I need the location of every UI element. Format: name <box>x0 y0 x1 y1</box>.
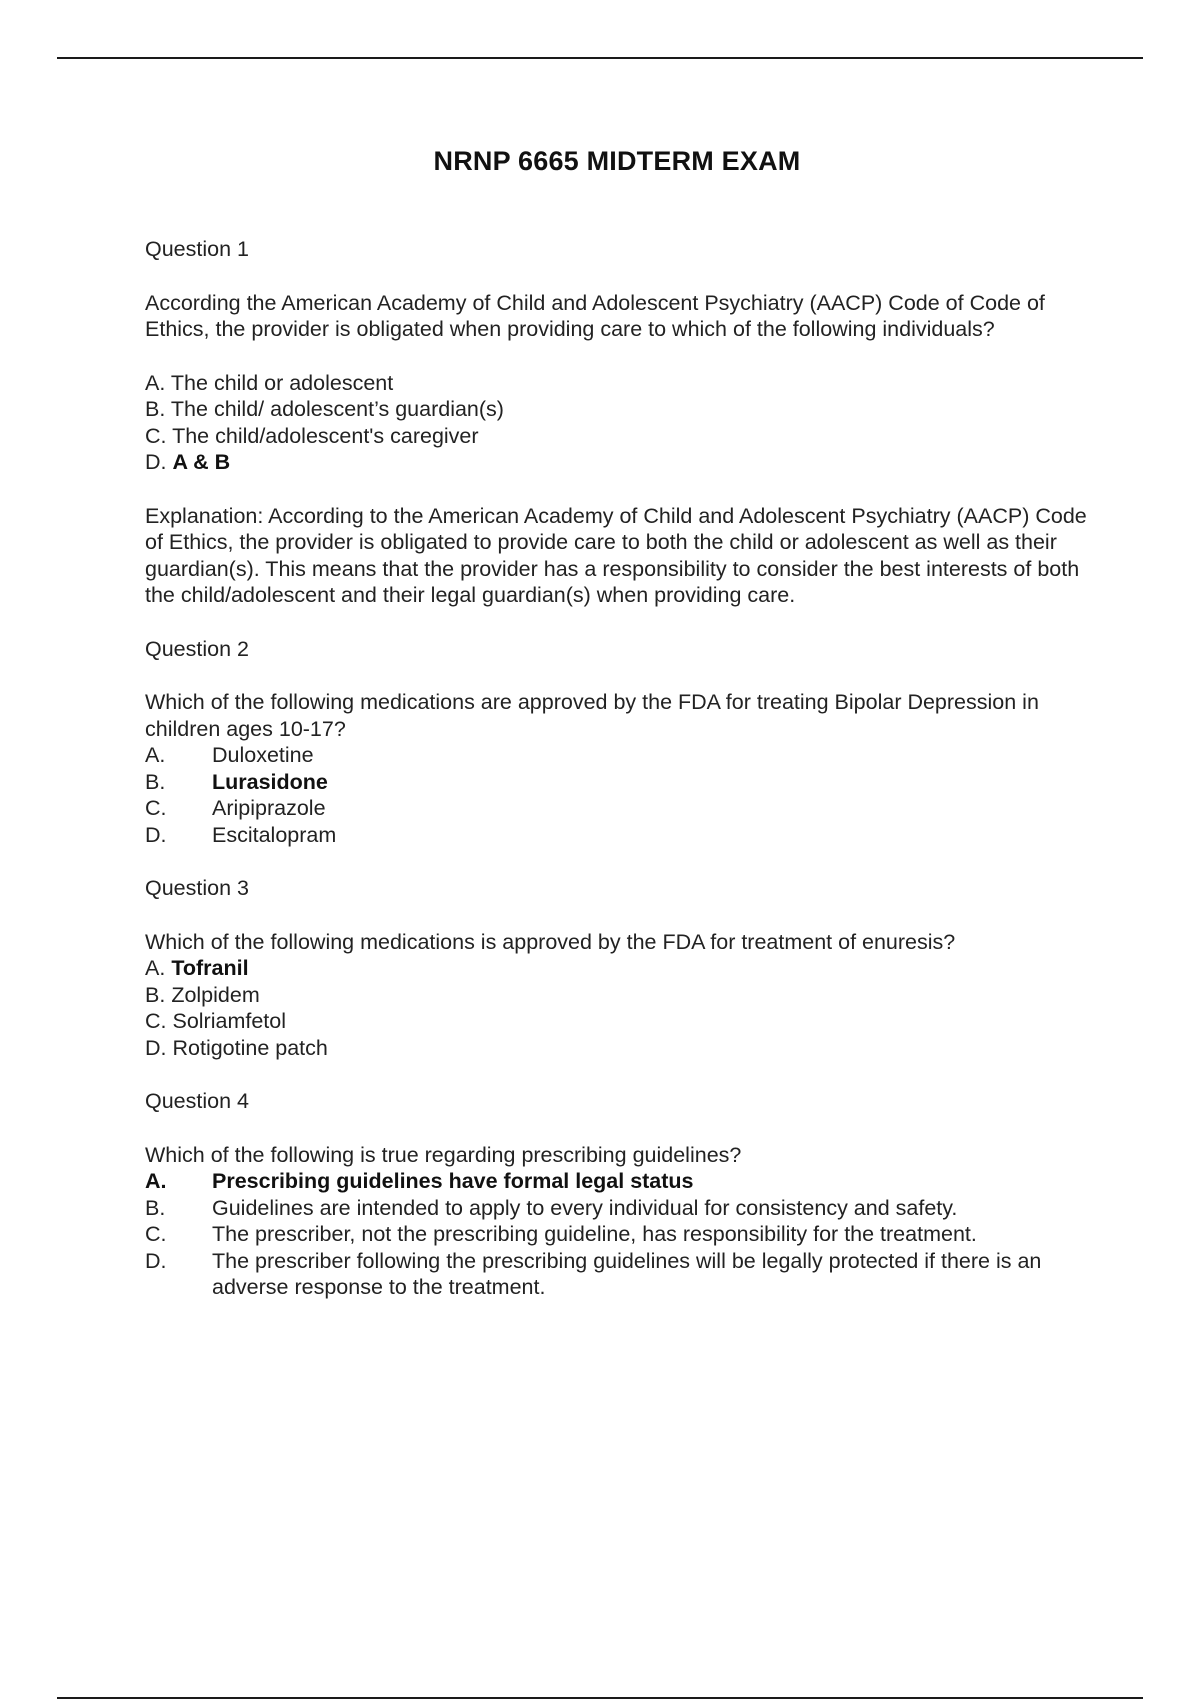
option-d <box>145 449 1095 476</box>
option-text: Aripiprazole <box>212 796 326 820</box>
answer-options <box>145 370 1095 476</box>
question-4 <box>145 1088 1095 1301</box>
option-d <box>145 1035 1095 1062</box>
option-c <box>145 1008 1095 1035</box>
option-c <box>145 423 1095 450</box>
answer-options <box>145 742 1095 848</box>
option-b <box>145 982 1095 1009</box>
option-letter: B. <box>145 769 166 794</box>
option-a <box>145 370 1095 397</box>
option-text: Guidelines are intended to apply to every individual for consistency and safety. <box>212 1195 958 1220</box>
option-letter: A. <box>145 956 166 980</box>
option-letter: A. <box>145 743 166 767</box>
question-1 <box>145 236 1095 609</box>
option-letter: B. <box>145 397 166 421</box>
question-heading: Question 2 <box>145 636 249 661</box>
option-text: The prescriber following the prescribing guidelines will be legally protected if there is an adverse response to the treatment. <box>212 1248 1042 1299</box>
option-letter: D. <box>145 1248 167 1273</box>
option-letter: D. <box>145 450 167 474</box>
question-heading: Question 4 <box>145 1089 249 1113</box>
option-text: The child/ adolescent’s guardian(s) <box>170 397 504 421</box>
question-heading: Question 3 <box>145 876 249 900</box>
option-a <box>145 1168 1095 1195</box>
question-2 <box>145 636 1095 849</box>
page-title: NRNP 6665 MIDTERM EXAM <box>433 146 801 176</box>
option-letter: C. <box>145 796 167 820</box>
answer-options <box>145 955 1095 1061</box>
option-letter: A. <box>145 370 166 395</box>
answer-options <box>145 1168 1095 1301</box>
question-text: Which of the following medications is approved by the FDA for treatment of enuresis? <box>145 929 956 954</box>
option-b <box>145 769 1095 796</box>
option-b <box>145 396 1095 423</box>
option-text: The child or adolescent <box>170 370 394 395</box>
option-letter: C. <box>145 1009 167 1033</box>
question-text: Which of the following medications are approved by the FDA for treating Bipolar Depression in children ages 10-17? <box>145 690 1039 741</box>
option-c <box>145 1221 1095 1248</box>
question-text: Which of the following is true regarding prescribing guidelines? <box>145 1142 742 1167</box>
option-a <box>145 742 1095 769</box>
option-letter: B. <box>145 1195 166 1220</box>
option-text: The prescriber, not the prescribing guideline, has responsibility for the treatment. <box>212 1222 977 1246</box>
option-d <box>145 822 1095 849</box>
option-letter: A. <box>145 1169 167 1193</box>
option-a <box>145 955 1095 982</box>
option-text: Zolpidem <box>171 982 260 1007</box>
question-text: According the American Academy of Child and Adolescent Psychiatry (AACP) Code of Code of Ethics, the provider is obligated when providing care to which of the following individuals? <box>145 290 1045 341</box>
option-text: Rotigotine patch <box>172 1035 328 1060</box>
option-letter: D. <box>145 822 167 847</box>
correct-answer-text: A & B <box>172 450 231 474</box>
bottom-rule <box>57 1697 1143 1699</box>
option-text: Escitalopram <box>212 822 337 847</box>
option-text: The child/adolescent's caregiver <box>172 423 479 448</box>
option-letter: B. <box>145 982 166 1007</box>
exam-content <box>145 236 1095 1328</box>
option-letter: C. <box>145 1222 167 1246</box>
option-d <box>145 1248 1095 1301</box>
option-c <box>145 795 1095 822</box>
option-letter: D. <box>145 1035 167 1060</box>
question-3 <box>145 875 1095 1061</box>
correct-answer-text: Prescribing guidelines have formal legal status <box>212 1169 694 1193</box>
option-letter: C. <box>145 423 167 448</box>
correct-answer-text: Tofranil <box>171 956 249 980</box>
correct-answer-text: Lurasidone <box>212 769 328 794</box>
option-b <box>145 1195 1095 1222</box>
explanation-text: Explanation: According to the American Academy of Child and Adolescent Psychiatry (AACP) Code of Ethics, the provider is obligated to provide care to both the child or adolescent as well as their guardian(s). This means that the provider has a responsibility to consider the best interests of both the child/adolescent and their legal guardian(s) when providing care. <box>145 503 1087 607</box>
question-heading: Question 1 <box>145 237 249 261</box>
option-text: Duloxetine <box>212 743 314 767</box>
top-rule <box>57 57 1143 59</box>
option-text: Solriamfetol <box>172 1009 286 1033</box>
